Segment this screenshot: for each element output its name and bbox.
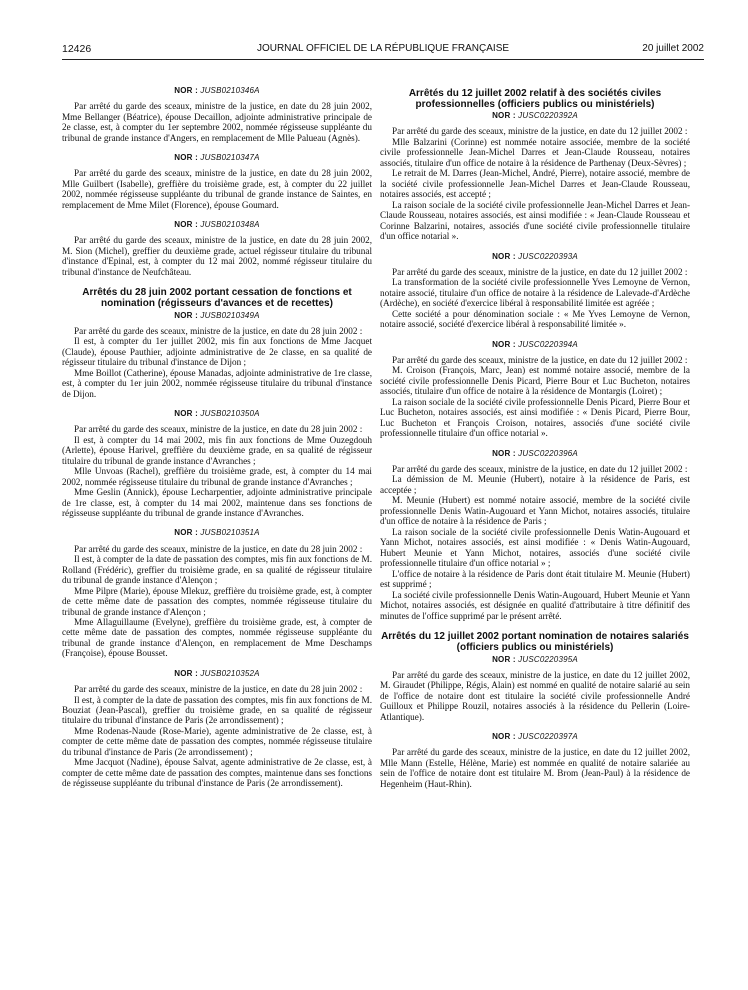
nor-reference (380, 655, 690, 664)
nor-label: NOR : (492, 251, 519, 261)
decree-paragraph: Mme Pilpre (Marie), épouse Mlekuz, greffière du troisième grade, est, à compter de cette même date de passation des comptes, nommée régisseuse titulaire du tribunal de grande instance d'Alençon ; (62, 585, 372, 617)
left-column (62, 86, 372, 966)
decree-section (380, 252, 690, 330)
decree-paragraph: Il est, à compter du 14 mai 2002, mis fin aux fonctions de Mme Ouzegdouh (Arlette), épouse Harivel, greffière du deuxième grade, en sa qualité de régisseur titulaire du tribunal de grande instance d'Avranches ; (62, 434, 372, 466)
decree-paragraph: Par arrêté du garde des sceaux, ministre de la justice, en date du 28 juin 2002, Mme Bellanger (Béatrice), épouse Decaillon, adjointe administrative principale de 2e classe, est, à compter du 1er septembre 2002, nommée régisseuse suppléante du tribunal de grande instance d'Angers, en remplacement de Mlle Palueau (Agnès). (62, 101, 372, 143)
nor-label: NOR : (174, 310, 201, 320)
decree-section (380, 340, 690, 439)
decree-paragraph: Par arrêté du garde des sceaux, ministre de la justice, en date du 12 juillet 2002, M. Giraudet (Philippe, Régis, Alain) est nommé en qualité de notaire salarié au sein de l'office de notaire dont est titulaire la société civile professionnelle André Guilloux et Philippe Rouzil, notaires associés à la résidence du Pellerin (Loire-Atlantique). (380, 669, 690, 722)
decree-paragraph: Mlle Unvoas (Rachel), greffière du troisième grade, est, à compter du 14 mai 2002, nommée régisseuse titulaire du tribunal de grande instance d'Avranches ; (62, 466, 372, 487)
decree-paragraph: Par arrêté du garde des sceaux, ministre de la justice, en date du 28 juin 2002 : (74, 543, 363, 554)
header-rule (62, 59, 704, 60)
nor-code: JUSC0220395A (518, 654, 578, 664)
decree-paragraph: Il est, à compter de la date de passation des comptes, mis fin aux fonctions de M. Rolland (Frédéric), greffier du troisième grade, en sa qualité de régisseur titulaire du tribunal de grande instance d'Alençon ; (62, 554, 372, 586)
decree-paragraph: Par arrêté du garde des sceaux, ministre de la justice, en date du 12 juillet 2002 : (392, 354, 688, 365)
decree-paragraph: Par arrêté du garde des sceaux, ministre de la justice, en date du 12 juillet 2002, Mlle Mann (Estelle, Hélène, Marie) est nommée en qualité de notaire salariée au sein de l'office de notaire dont est titulaire M. Brom (Jean-Paul) à la résidence de Hegenheim (Haut-Rhin). (380, 747, 690, 789)
decree-section (62, 153, 372, 210)
decree-paragraph: Mlle Balzarini (Corinne) est nommée notaire associée, membre de la société civile professionnelle Jean-Michel Darres et Jean-Claude Rousseau, notaires associés, titulaire d'un office de notaire à la résidence de Parthenay (Deux-Sèvres) ; (380, 136, 690, 168)
decree-section (62, 220, 372, 277)
decree-paragraph: Cette société a pour dénomination sociale : « Me Yves Lemoyne de Vernon, notaire associé, société d'exercice libéral à responsabilité limitée ». (380, 308, 690, 330)
nor-reference (380, 449, 690, 458)
nor-code: JUSC0220393A (518, 251, 578, 261)
nor-label: NOR : (174, 528, 201, 538)
decree-section (380, 631, 690, 722)
section-title: Arrêtés du 12 juillet 2002 portant nomination de notaires salariés (officiers publics ou ministériels) (381, 631, 689, 654)
decree-paragraph: La société civile professionnelle Denis Watin-Augouard, Hubert Meunie et Yann Michot, notaires associés, est désignée en qualité d'attributaire à titre définitif des minutes de l'office supprimé par le présent arrêté. (380, 589, 690, 621)
nor-code: JUSC0220392A (518, 111, 578, 121)
nor-reference (62, 220, 372, 229)
nor-code: JUSB0210350A (200, 409, 260, 419)
decree-paragraph: Par arrêté du garde des sceaux, ministre de la justice, en date du 28 juin 2002, Mlle Guilbert (Isabelle), greffière du troisième grade, est, à compter du 22 juillet 2002, nommée régisseuse suppléante du tribunal de grande instance de Saintes, en remplacement de Mme Milet (Florence), épouse Goumard. (62, 168, 372, 210)
decree-paragraph: Il est, à compter de la date de passation des comptes, mis fin aux fonctions de M. Bouziat (Jean-Pascal), greffier du troisième grade, en sa qualité de régisseur titulaire du tribunal d'instance de Paris (2e arrondissement) ; (62, 694, 372, 726)
decree-paragraph: M. Croison (François, Marc, Jean) est nommé notaire associé, membre de la société civile professionnelle Denis Picard, Pierre Bour et Luc Bucheton, notaires associés, titulaire d'un office de notaire à la résidence de Montargis (Loiret) ; (380, 365, 690, 397)
nor-code: JUSC0220394A (518, 339, 578, 349)
issue-date: 20 juillet 2002 (642, 43, 704, 54)
decree-paragraph: La raison sociale de la société civile professionnelle Denis Watin-Augouard et Yann Michot, notaires associés, est ainsi modifiée : « Denis Watin-Augouard, Hubert Meunie et Yann Michot, notaires, associés d'une société civile professionnelle titulaire d'un office notarial » ; (380, 526, 690, 569)
nor-label: NOR : (492, 732, 519, 742)
section-title: Arrêtés du 12 juillet 2002 relatif à des sociétés civiles professionnelles (officiers publics ou ministériels) (408, 88, 662, 111)
right-column (380, 86, 690, 966)
nor-reference (62, 153, 372, 162)
nor-reference (380, 252, 690, 261)
decree-paragraph: La raison sociale de la société civile professionnelle Jean-Michel Darres et Jean-Claude Rousseau, notaires associés, est ainsi modifiée : « Jean-Claude Rousseau et Corinne Balzarini, notaires, associés d'une société civile professionnelle titulaire d'un office notarial ». (380, 199, 690, 242)
nor-label: NOR : (174, 668, 201, 678)
section-title: Arrêtés du 28 juin 2002 portant cessation de fonctions et nomination (régisseurs d'avances et de recettes) (82, 287, 352, 310)
nor-code: JUSB0210347A (200, 153, 260, 163)
page-number: 12426 (62, 43, 92, 55)
nor-label: NOR : (492, 111, 519, 121)
decree-paragraph: Par arrêté du garde des sceaux, ministre de la justice, en date du 12 juillet 2002 : (392, 266, 688, 277)
nor-code: JUSB0210348A (200, 220, 260, 230)
decree-section (62, 409, 372, 518)
nor-label: NOR : (174, 86, 201, 95)
nor-label: NOR : (174, 409, 201, 419)
nor-code: JUSB0210349A (200, 310, 260, 320)
page-header (62, 40, 704, 56)
decree-paragraph: La démission de M. Meunie (Hubert), notaire à la résidence de Paris, est acceptée ; (380, 474, 690, 495)
nor-reference (62, 311, 372, 320)
nor-label: NOR : (492, 339, 519, 349)
decree-section (62, 669, 372, 789)
nor-code: JUSC0220397A (518, 732, 578, 742)
decree-section (62, 287, 372, 399)
nor-reference (62, 669, 372, 678)
decree-paragraph: L'office de notaire à la résidence de Paris dont était titulaire M. Meunie (Hubert) est supprimé ; (380, 568, 690, 590)
decree-paragraph: Mme Rodenas-Naude (Rose-Marie), agente administrative de 2e classe, est, à compter de cette même date de passation des comptes, nommée régisseuse titulaire du tribunal d'instance de Paris (2e arrondissement) ; (62, 725, 372, 757)
decree-section (380, 88, 690, 242)
nor-reference (62, 86, 372, 95)
decree-paragraph: La raison sociale de la société civile professionnelle Denis Picard, Pierre Bour et Luc Bucheton, notaires associés, est ainsi modifiée : « Denis Picard, Pierre Bour, Luc Bucheton et François Croison, notaires, associés d'une société civile professionnelle titulaire d'un office notarial ». (380, 396, 690, 439)
decree-paragraph: Par arrêté du garde des sceaux, ministre de la justice, en date du 28 juin 2002, M. Sion (Michel), greffier du deuxième grade, actuel régisseur titulaire du tribunal d'instance d'Epinal, est, à compter du 12 mai 2002, nommé régisseur titulaire du tribunal d'instance de Neufchâteau. (62, 235, 372, 277)
decree-paragraph: Mme Geslin (Annick), épouse Lecharpentier, adjointe administrative principale de 1re classe, est, à compter du 14 mai 2002, maintenue dans ses fonctions de régisseuse suppléante du tribunal de grande instance d'Avranches. (62, 487, 372, 518)
decree-paragraph: Par arrêté du garde des sceaux, ministre de la justice, en date du 28 juin 2002 : (74, 325, 363, 336)
nor-code: JUSB0210352A (200, 668, 260, 678)
nor-label: NOR : (174, 220, 201, 230)
decree-section (62, 528, 372, 658)
nor-code: JUSC0220396A (518, 448, 578, 458)
decree-section (62, 86, 372, 143)
decree-paragraph: Il est, à compter du 1er juillet 2002, mis fin aux fonctions de Mme Jacquet (Claude), épouse Pauthier, adjointe administrative de 2e classe, en sa qualité de régisseur titulaire du tribunal d'instance de Dijon ; (62, 336, 372, 368)
decree-section (380, 449, 690, 621)
decree-paragraph: Mme Jacquot (Nadine), épouse Salvat, agente administrative de 2e classe, est, à compter de cette même date de passation des comptes, maintenue dans ses fonctions de régisseuse suppléante du tribunal d'instance de Paris (2e arrondissement). (62, 757, 372, 789)
decree-section (380, 732, 690, 789)
nor-label: NOR : (174, 153, 201, 163)
decree-paragraph: Le retrait de M. Darres (Jean-Michel, André, Pierre), notaire associé, membre de la société civile professionnelle Jean-Michel Darres et Jean-Claude Rousseau, notaires associés, est accepté ; (380, 168, 690, 200)
decree-paragraph: Par arrêté du garde des sceaux, ministre de la justice, en date du 12 juillet 2002 : (392, 126, 688, 137)
nor-reference (380, 732, 690, 741)
nor-reference (380, 340, 690, 349)
nor-code: JUSB0210351A (200, 528, 260, 538)
decree-paragraph: M. Meunie (Hubert) est nommé notaire associé, membre de la société civile professionnelle Denis Watin-Augouard et Yann Michot, notaires associés, titulaire d'un office de notaire à la résidence de Paris ; (380, 495, 690, 527)
decree-paragraph: Mme Boillot (Catherine), épouse Manadas, adjointe administrative de 1re classe, est, à compter du 1er juin 2002, nommée régisseuse titulaire du tribunal d'instance de Dijon. (62, 367, 372, 399)
decree-paragraph: La transformation de la société civile professionnelle Yves Lemoyne de Vernon, notaire associé, titulaire d'un office de notaire à la résidence de Lalevade-d'Ardèche (Ardèche), en société d'exercice libéral à responsabilité limitée est agréée ; (380, 277, 690, 309)
decree-paragraph: Mme Allaguillaume (Evelyne), greffière du troisième grade, est, à compter de cette même date de passation des comptes, nommée régisseuse suppléante du tribunal de grande instance d'Alençon, en remplacement de Mme Deschamps (Françoise), épouse Bousset. (62, 616, 372, 659)
nor-label: NOR : (492, 448, 519, 458)
decree-paragraph: Par arrêté du garde des sceaux, ministre de la justice, en date du 28 juin 2002 : (74, 684, 363, 695)
nor-reference (380, 111, 690, 120)
decree-paragraph: Par arrêté du garde des sceaux, ministre de la justice, en date du 28 juin 2002 : (74, 424, 363, 435)
decree-paragraph: Par arrêté du garde des sceaux, ministre de la justice, en date du 12 juillet 2002 : (392, 463, 688, 474)
nor-code: JUSB0210346A (200, 86, 260, 95)
nor-label: NOR : (492, 654, 519, 664)
nor-reference (62, 528, 372, 537)
nor-reference (62, 409, 372, 418)
journal-title: JOURNAL OFFICIEL DE LA RÉPUBLIQUE FRANÇAISE (256, 43, 510, 54)
